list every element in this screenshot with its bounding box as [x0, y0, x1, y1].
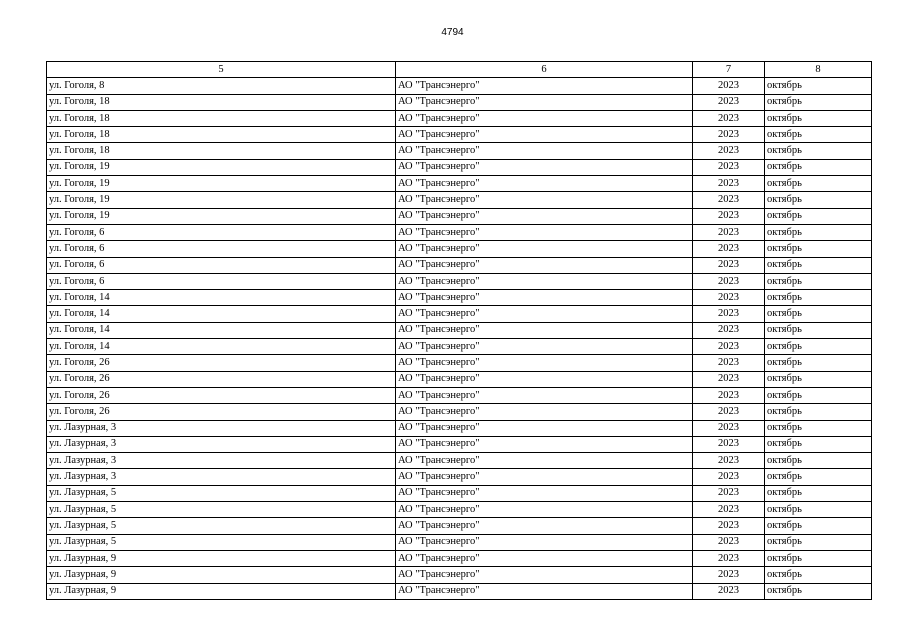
table-row: [47, 208, 872, 224]
year-cell: 2023: [693, 355, 765, 371]
month-cell: октябрь: [765, 534, 872, 550]
year-cell: 2023: [693, 420, 765, 436]
organization-cell: АО "Трансэнерго": [396, 110, 693, 126]
month-cell: октябрь: [765, 257, 872, 273]
address-cell: ул. Гоголя, 6: [47, 224, 396, 240]
address-cell: ул. Лазурная, 9: [47, 550, 396, 566]
organization-cell: АО "Трансэнерго": [396, 567, 693, 583]
address-cell: ул. Гоголя, 26: [47, 371, 396, 387]
page-number: 4794: [441, 27, 464, 38]
organization-cell: АО "Трансэнерго": [396, 339, 693, 355]
organization-cell: АО "Трансэнерго": [396, 502, 693, 518]
address-cell: ул. Лазурная, 9: [47, 583, 396, 599]
table-row: [47, 110, 872, 126]
month-cell: октябрь: [765, 110, 872, 126]
year-cell: 2023: [693, 306, 765, 322]
table-row: [47, 143, 872, 159]
month-cell: октябрь: [765, 436, 872, 452]
month-cell: октябрь: [765, 322, 872, 338]
organization-cell: АО "Трансэнерго": [396, 224, 693, 240]
organization-cell: АО "Трансэнерго": [396, 176, 693, 192]
year-cell: 2023: [693, 518, 765, 534]
table-row: [47, 127, 872, 143]
year-cell: 2023: [693, 404, 765, 420]
month-cell: октябрь: [765, 273, 872, 289]
year-cell: 2023: [693, 322, 765, 338]
address-cell: ул. Гоголя, 6: [47, 241, 396, 257]
address-cell: ул. Лазурная, 3: [47, 436, 396, 452]
month-cell: октябрь: [765, 567, 872, 583]
address-cell: ул. Лазурная, 5: [47, 502, 396, 518]
address-cell: ул. Лазурная, 5: [47, 534, 396, 550]
year-cell: 2023: [693, 567, 765, 583]
address-cell: ул. Гоголя, 18: [47, 127, 396, 143]
table-row: [47, 273, 872, 289]
organization-cell: АО "Трансэнерго": [396, 420, 693, 436]
address-cell: ул. Гоголя, 6: [47, 273, 396, 289]
organization-cell: АО "Трансэнерго": [396, 78, 693, 94]
month-cell: октябрь: [765, 176, 872, 192]
address-cell: ул. Лазурная, 9: [47, 567, 396, 583]
table-row: [47, 322, 872, 338]
table-row: [47, 224, 872, 240]
table-body: [47, 78, 872, 600]
year-cell: 2023: [693, 387, 765, 403]
address-cell: ул. Гоголя, 6: [47, 257, 396, 273]
table-row: [47, 453, 872, 469]
address-cell: ул. Лазурная, 5: [47, 518, 396, 534]
year-cell: 2023: [693, 469, 765, 485]
organization-cell: АО "Трансэнерго": [396, 404, 693, 420]
month-cell: октябрь: [765, 159, 872, 175]
table-row: [47, 534, 872, 550]
address-cell: ул. Гоголя, 18: [47, 143, 396, 159]
month-cell: октябрь: [765, 518, 872, 534]
month-cell: октябрь: [765, 143, 872, 159]
address-cell: ул. Гоголя, 26: [47, 387, 396, 403]
table-row: [47, 159, 872, 175]
organization-cell: АО "Трансэнерго": [396, 208, 693, 224]
column-header-organization: 6: [396, 62, 693, 78]
address-cell: ул. Гоголя, 26: [47, 404, 396, 420]
address-cell: ул. Лазурная, 3: [47, 420, 396, 436]
month-cell: октябрь: [765, 127, 872, 143]
year-cell: 2023: [693, 550, 765, 566]
address-cell: ул. Гоголя, 19: [47, 176, 396, 192]
year-cell: 2023: [693, 159, 765, 175]
column-header-month: 8: [765, 62, 872, 78]
organization-cell: АО "Трансэнерго": [396, 583, 693, 599]
year-cell: 2023: [693, 339, 765, 355]
organization-cell: АО "Трансэнерго": [396, 192, 693, 208]
address-cell: ул. Гоголя, 14: [47, 290, 396, 306]
address-cell: ул. Гоголя, 19: [47, 208, 396, 224]
month-cell: октябрь: [765, 485, 872, 501]
table-row: [47, 241, 872, 257]
organization-cell: АО "Трансэнерго": [396, 159, 693, 175]
organization-cell: АО "Трансэнерго": [396, 143, 693, 159]
organization-cell: АО "Трансэнерго": [396, 273, 693, 289]
table-row: [47, 176, 872, 192]
table-row: [47, 339, 872, 355]
year-cell: 2023: [693, 78, 765, 94]
year-cell: 2023: [693, 453, 765, 469]
year-cell: 2023: [693, 534, 765, 550]
address-cell: ул. Гоголя, 26: [47, 355, 396, 371]
table-row: [47, 355, 872, 371]
month-cell: октябрь: [765, 208, 872, 224]
year-cell: 2023: [693, 127, 765, 143]
table-row: [47, 583, 872, 599]
year-cell: 2023: [693, 176, 765, 192]
month-cell: октябрь: [765, 469, 872, 485]
year-cell: 2023: [693, 110, 765, 126]
address-cell: ул. Гоголя, 18: [47, 94, 396, 110]
month-cell: октябрь: [765, 387, 872, 403]
table-row: [47, 567, 872, 583]
address-cell: ул. Гоголя, 14: [47, 339, 396, 355]
year-cell: 2023: [693, 224, 765, 240]
table-row: [47, 420, 872, 436]
month-cell: октябрь: [765, 290, 872, 306]
year-cell: 2023: [693, 273, 765, 289]
organization-cell: АО "Трансэнерго": [396, 453, 693, 469]
year-cell: 2023: [693, 290, 765, 306]
organization-cell: АО "Трансэнерго": [396, 94, 693, 110]
organization-cell: АО "Трансэнерго": [396, 534, 693, 550]
organization-cell: АО "Трансэнерго": [396, 355, 693, 371]
organization-cell: АО "Трансэнерго": [396, 550, 693, 566]
month-cell: октябрь: [765, 94, 872, 110]
year-cell: 2023: [693, 583, 765, 599]
year-cell: 2023: [693, 436, 765, 452]
column-header-year: 7: [693, 62, 765, 78]
table-row: [47, 257, 872, 273]
year-cell: 2023: [693, 257, 765, 273]
table-row: [47, 550, 872, 566]
address-cell: ул. Гоголя, 14: [47, 322, 396, 338]
table-row: [47, 387, 872, 403]
year-cell: 2023: [693, 371, 765, 387]
organization-cell: АО "Трансэнерго": [396, 436, 693, 452]
year-cell: 2023: [693, 485, 765, 501]
organization-cell: АО "Трансэнерго": [396, 257, 693, 273]
month-cell: октябрь: [765, 192, 872, 208]
month-cell: октябрь: [765, 78, 872, 94]
year-cell: 2023: [693, 143, 765, 159]
address-cell: ул. Лазурная, 3: [47, 469, 396, 485]
address-cell: ул. Гоголя, 19: [47, 192, 396, 208]
address-cell: ул. Лазурная, 3: [47, 453, 396, 469]
month-cell: октябрь: [765, 453, 872, 469]
table-row: [47, 502, 872, 518]
month-cell: октябрь: [765, 583, 872, 599]
address-cell: ул. Лазурная, 5: [47, 485, 396, 501]
table-row: [47, 94, 872, 110]
month-cell: октябрь: [765, 420, 872, 436]
year-cell: 2023: [693, 208, 765, 224]
month-cell: октябрь: [765, 224, 872, 240]
table-row: [47, 192, 872, 208]
organization-cell: АО "Трансэнерго": [396, 290, 693, 306]
address-cell: ул. Гоголя, 19: [47, 159, 396, 175]
month-cell: октябрь: [765, 502, 872, 518]
table-row: [47, 404, 872, 420]
organization-cell: АО "Трансэнерго": [396, 518, 693, 534]
year-cell: 2023: [693, 94, 765, 110]
table-row: [47, 78, 872, 94]
table-row: [47, 518, 872, 534]
year-cell: 2023: [693, 502, 765, 518]
table-row: [47, 469, 872, 485]
month-cell: октябрь: [765, 404, 872, 420]
address-cell: ул. Гоголя, 14: [47, 306, 396, 322]
month-cell: октябрь: [765, 355, 872, 371]
organization-cell: АО "Трансэнерго": [396, 485, 693, 501]
organization-cell: АО "Трансэнерго": [396, 371, 693, 387]
table-row: [47, 371, 872, 387]
organization-cell: АО "Трансэнерго": [396, 387, 693, 403]
year-cell: 2023: [693, 241, 765, 257]
table-row: [47, 306, 872, 322]
table-row: [47, 485, 872, 501]
month-cell: октябрь: [765, 339, 872, 355]
table-row: [47, 290, 872, 306]
table-row: [47, 436, 872, 452]
month-cell: октябрь: [765, 371, 872, 387]
address-cell: ул. Гоголя, 18: [47, 110, 396, 126]
year-cell: 2023: [693, 192, 765, 208]
organization-cell: АО "Трансэнерго": [396, 469, 693, 485]
organization-cell: АО "Трансэнерго": [396, 322, 693, 338]
header-row: [47, 62, 872, 78]
organization-cell: АО "Трансэнерго": [396, 306, 693, 322]
month-cell: октябрь: [765, 241, 872, 257]
address-cell: ул. Гоголя, 8: [47, 78, 396, 94]
month-cell: октябрь: [765, 550, 872, 566]
organization-cell: АО "Трансэнерго": [396, 127, 693, 143]
month-cell: октябрь: [765, 306, 872, 322]
organization-cell: АО "Трансэнерго": [396, 241, 693, 257]
column-header-address: 5: [47, 62, 396, 78]
schedule-table: [46, 61, 872, 600]
